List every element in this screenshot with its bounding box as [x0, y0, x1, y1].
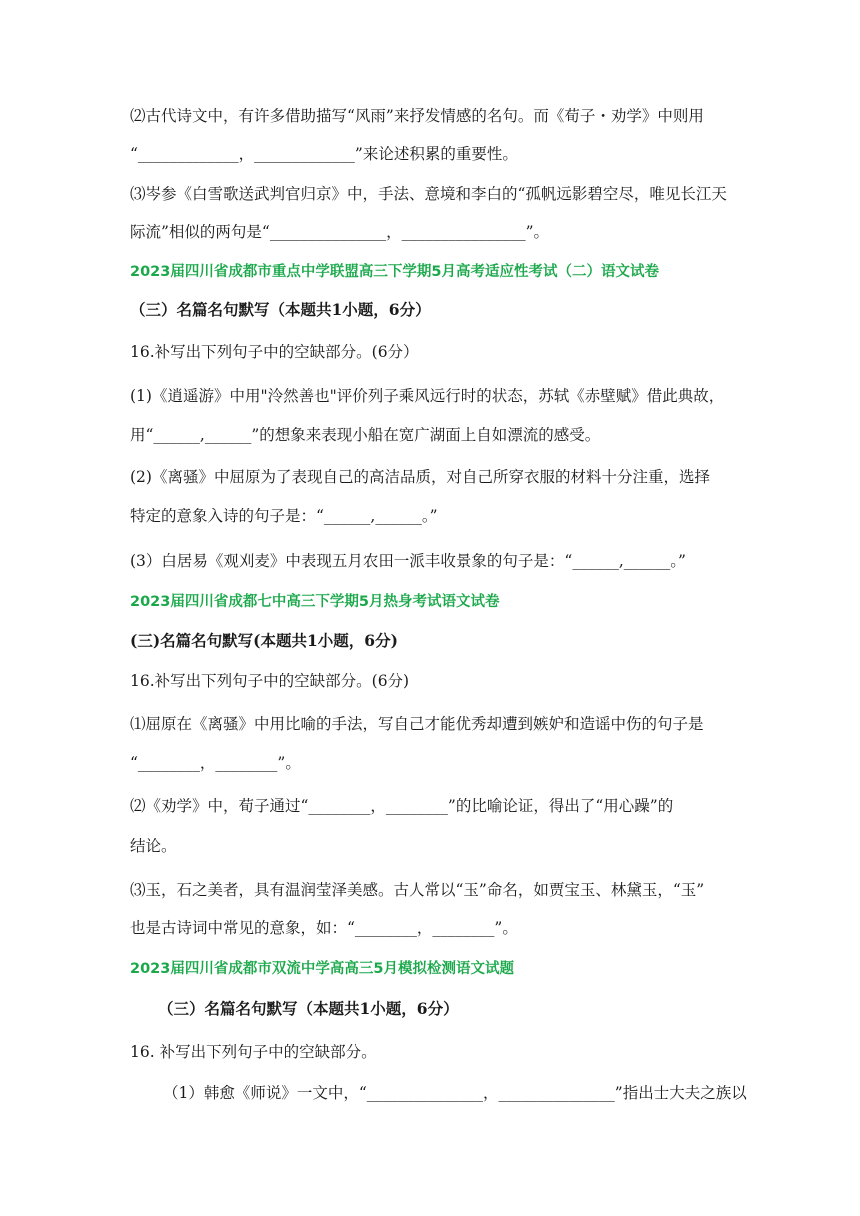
source-heading-2: 2023届四川省成都七中高三下学期5月热身考试语文试卷: [130, 594, 500, 610]
question-2-line-1: ⑵古代诗文中，有许多借助描写“风雨”来抒发情感的名句。而《荀子・劝学》中则用: [130, 107, 704, 125]
item-1-line-2: 用“______,______”的想象来表现小船在宽广湖面上自如漂流的感受。: [130, 426, 601, 444]
source-heading-3: 2023届四川省成都市双流中学高高三5月模拟检测语文试题: [130, 961, 514, 977]
question-16-intro-1: 16.补写出下列句子中的空缺部分。(6分）: [130, 343, 419, 361]
item-b-line-1: ⑵《劝学》中，荀子通过“________，________”的比喻论证，得出了“用心躁”的: [130, 797, 674, 815]
section-heading-1: （三）名篇名句默写（本题共1小题，6分）: [130, 300, 431, 319]
item-a-line-2: “________，________”。: [130, 754, 301, 772]
item-2-line-1: (2)《离骚》中屈原为了表现自己的高洁品质，对自己所穿衣服的材料十分注重，选择: [130, 468, 710, 486]
question-16-intro-3: 16. 补写出下列句子中的空缺部分。: [130, 1043, 377, 1061]
item-b-line-2: 结论。: [130, 837, 177, 855]
item-1-line-1: (1)《逍遥游》中用"泠然善也"评价列子乘风远行时的状态，苏轼《赤壁赋》借此典故，: [130, 387, 725, 405]
item-c-line-2: 也是古诗词中常见的意象，如：“________，________”。: [130, 919, 518, 937]
question-2-line-2: “_____________，_____________”来论述积累的重要性。: [130, 145, 518, 163]
section-heading-3: （三）名篇名句默写（本题共1小题，6分）: [158, 999, 459, 1018]
section-heading-2: (三)名篇名句默写(本题共1小题，6分): [130, 631, 398, 650]
item-3-line-1: (3）白居易《观刈麦》中表现五月农田一派丰收景象的句子是：“______,______。”: [130, 552, 686, 570]
item-2-line-2: 特定的意象入诗的句子是：“______,______。”: [130, 507, 438, 525]
item-x-line-1: （1）韩愈《师说》一文中，“_______________，_______________”指出士大夫之族以: [163, 1084, 747, 1102]
question-3-line-1: ⑶岑参《白雪歌送武判官归京》中，手法、意境和李白的“孤帆远影碧空尽，唯见长江天: [130, 185, 727, 203]
question-3-line-2: 际流”相似的两句是“_______________，________________”。: [130, 223, 550, 241]
source-heading-1: 2023届四川省成都市重点中学联盟高三下学期5月高考适应性考试（二）语文试卷: [130, 264, 659, 280]
item-c-line-1: ⑶玉，石之美者，具有温润莹泽美感。古人常以“玉”命名，如贾宝玉、林黛玉，“玉”: [130, 881, 705, 899]
question-16-intro-2: 16.补写出下列句子中的空缺部分。(6分): [130, 672, 410, 690]
item-a-line-1: ⑴屈原在《离骚》中用比喻的手法，写自己才能优秀却遭到嫉妒和造谣中伤的句子是: [130, 715, 704, 733]
